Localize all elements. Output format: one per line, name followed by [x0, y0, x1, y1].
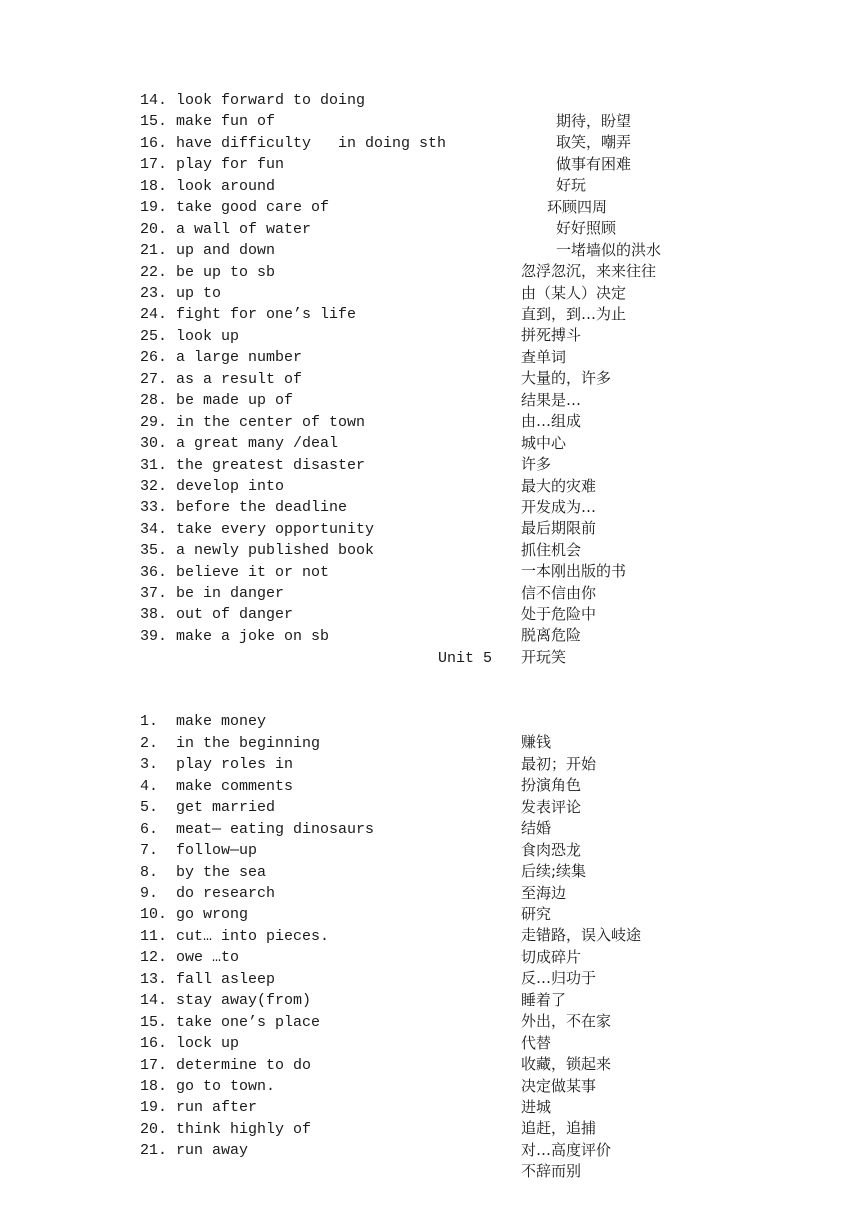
phrase-en: 2. in the beginning — [140, 735, 321, 752]
phrase-zh: 抓住机会 — [521, 541, 582, 559]
phrase-en: 26. a large number — [140, 349, 303, 366]
phrase-zh: 大量的，许多 — [521, 369, 612, 387]
phrase-zh: 结果是… — [521, 391, 582, 409]
phrase-en: 39. make a joke on sb — [140, 628, 330, 645]
unit-heading: Unit 5 — [437, 650, 492, 667]
phrase-en: 19. take good care of — [140, 199, 330, 216]
phrase-zh: 决定做某事 — [521, 1077, 597, 1095]
phrase-zh: 脱离危险 — [521, 626, 582, 644]
phrase-zh: 许多 — [521, 455, 552, 473]
phrase-en: 3. play roles in — [140, 756, 294, 773]
phrase-en: 31. the greatest disaster — [140, 457, 366, 474]
phrase-zh: 外出，不在家 — [521, 1012, 612, 1030]
phrase-zh: 最初；开始 — [521, 755, 597, 773]
phrase-zh: 研究 — [521, 905, 552, 923]
phrase-zh: 拼死搏斗 — [521, 326, 582, 344]
phrase-zh: 反…归功于 — [521, 969, 597, 987]
phrase-en: 6. meat— eating dinosaurs — [140, 821, 375, 838]
phrase-zh: 期待，盼望 — [556, 112, 632, 130]
phrase-en: 21. run away — [140, 1142, 249, 1159]
phrase-en: 12. owe …to — [140, 949, 240, 966]
phrase-zh: 发表评论 — [521, 798, 582, 816]
phrase-en: 28. be made up of — [140, 392, 294, 409]
phrase-en: 18. look around — [140, 178, 276, 195]
phrase-en: 24. fight for one’s life — [140, 306, 357, 323]
phrase-en: 4. make comments — [140, 778, 294, 795]
phrase-en: 30. a great many /deal — [140, 435, 339, 452]
phrase-en: 15. make fun of — [140, 113, 276, 130]
phrase-zh: 代替 — [521, 1034, 552, 1052]
phrase-en: 10. go wrong — [140, 906, 249, 923]
phrase-zh: 开玩笑 — [521, 648, 567, 666]
phrase-en: 13. fall asleep — [140, 971, 276, 988]
phrase-en: 33. before the deadline — [140, 499, 348, 516]
phrase-en: 16. have difficulty in doing sth — [140, 135, 447, 152]
phrase-zh: 由…组成 — [521, 412, 582, 430]
phrase-en: 18. go to town. — [140, 1078, 276, 1095]
phrase-zh: 不辞而别 — [521, 1162, 582, 1180]
phrase-zh: 取笑，嘲弄 — [556, 133, 632, 151]
phrase-zh: 好好照顾 — [556, 219, 617, 237]
phrase-zh: 至海边 — [521, 884, 567, 902]
phrase-zh: 食肉恐龙 — [521, 841, 582, 859]
phrase-zh: 追赶，追捕 — [521, 1119, 597, 1137]
phrase-en: 1. make money — [140, 713, 267, 730]
phrase-en: 17. play for fun — [140, 156, 285, 173]
phrase-zh: 一本刚出版的书 — [521, 562, 627, 580]
phrase-zh: 对…高度评价 — [521, 1141, 612, 1159]
phrase-en: 27. as a result of — [140, 371, 303, 388]
phrase-en: 19. run after — [140, 1099, 258, 1116]
phrase-en: 34. take every opportunity — [140, 521, 375, 538]
phrase-en: 14. stay away(from) — [140, 992, 312, 1009]
phrase-zh: 开发成为… — [521, 498, 597, 516]
phrase-zh: 进城 — [521, 1098, 552, 1116]
phrase-en: 37. be in danger — [140, 585, 285, 602]
phrase-en: 32. develop into — [140, 478, 285, 495]
phrase-zh: 睡着了 — [521, 991, 567, 1009]
phrase-en: 29. in the center of town — [140, 414, 366, 431]
phrase-en: 8. by the sea — [140, 864, 267, 881]
phrase-en: 38. out of danger — [140, 606, 294, 623]
phrase-en: 23. up to — [140, 285, 222, 302]
phrase-zh: 环顾四周 — [547, 198, 608, 216]
phrase-zh: 好玩 — [556, 176, 587, 194]
phrase-zh: 忽浮忽沉，来来往往 — [521, 262, 657, 280]
phrase-en: 20. think highly of — [140, 1121, 312, 1138]
phrase-zh: 后续;续集 — [521, 862, 587, 880]
phrase-en: 20. a wall of water — [140, 221, 312, 238]
phrase-zh: 最后期限前 — [521, 519, 597, 537]
phrase-en: 15. take one’s place — [140, 1014, 321, 1031]
phrase-en: 9. do research — [140, 885, 276, 902]
phrase-zh: 赚钱 — [521, 733, 552, 751]
phrase-zh: 一堵墙似的洪水 — [556, 241, 662, 259]
phrase-en: 14. look forward to doing — [140, 92, 366, 109]
phrase-zh: 切成碎片 — [521, 948, 582, 966]
phrase-zh: 由（某人）决定 — [521, 284, 627, 302]
phrase-zh: 处于危险中 — [521, 605, 597, 623]
phrase-zh: 信不信由你 — [521, 584, 597, 602]
phrase-en: 11. cut… into pieces. — [140, 928, 330, 945]
phrase-en: 25. look up — [140, 328, 240, 345]
phrase-zh: 直到，到…为止 — [521, 305, 627, 323]
phrase-en: 36. believe it or not — [140, 564, 330, 581]
phrase-en: 22. be up to sb — [140, 264, 276, 281]
phrase-zh: 收藏，锁起来 — [521, 1055, 612, 1073]
phrase-en: 7. follow—up — [140, 842, 258, 859]
phrase-zh: 扮演角色 — [521, 776, 582, 794]
phrase-en: 35. a newly published book — [140, 542, 375, 559]
phrase-en: 21. up and down — [140, 242, 276, 259]
phrase-zh: 结婚 — [521, 819, 552, 837]
phrase-zh: 做事有困难 — [556, 155, 632, 173]
phrase-zh: 走错路，误入岐途 — [521, 926, 642, 944]
phrase-zh: 城中心 — [521, 434, 567, 452]
phrase-zh: 查单词 — [521, 348, 567, 366]
phrase-en: 5. get married — [140, 799, 276, 816]
phrase-en: 17. determine to do — [140, 1057, 312, 1074]
phrase-zh: 最大的灾难 — [521, 477, 597, 495]
phrase-en: 16. lock up — [140, 1035, 240, 1052]
